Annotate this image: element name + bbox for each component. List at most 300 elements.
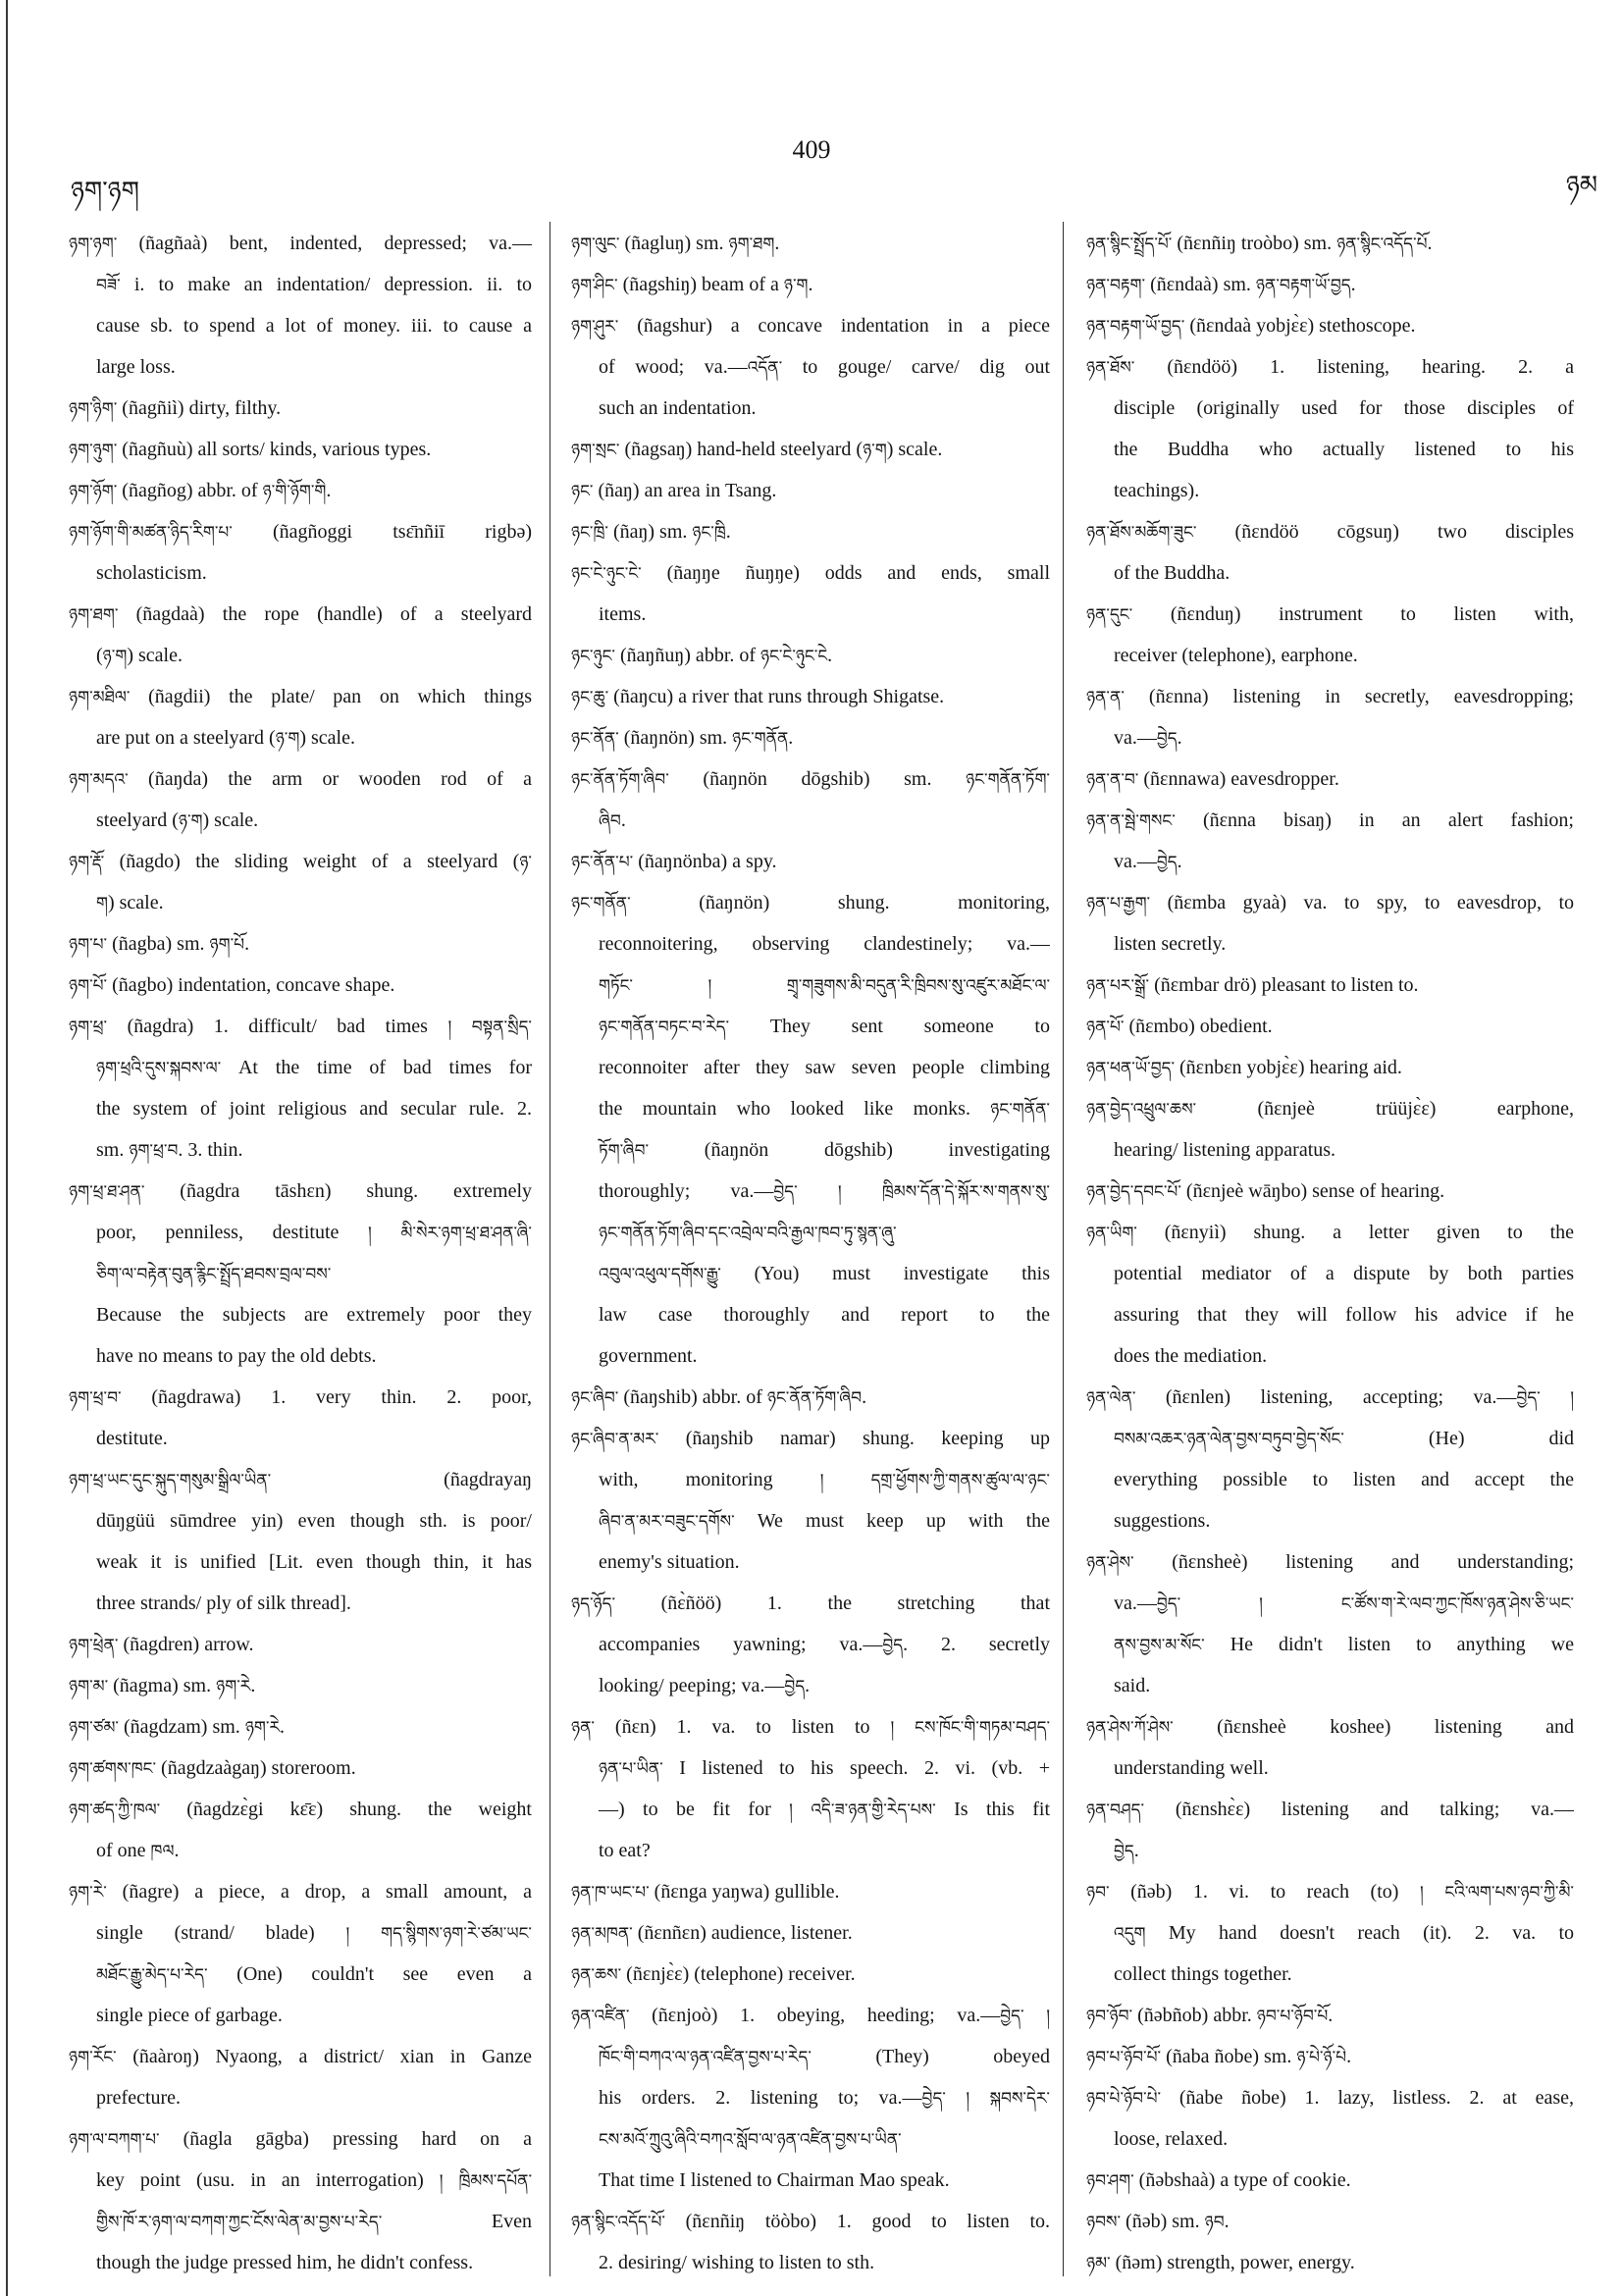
tibetan-text: ཉག་མཐིལ་ bbox=[69, 688, 131, 707]
entry-headword-line: ཉག་མཐིལ་ (ñagdii) the plate/ pan on which things bbox=[69, 686, 532, 707]
tibetan-text: ཉན་མཁན་ bbox=[571, 1924, 633, 1944]
tibetan-text: ངས་མའོ་ཀྲུའུ་ཞིའི་བཀའ་སློབ་ལ་ཉན་འཛིན་བྱས་པ་ཡིན་ bbox=[599, 2130, 902, 2150]
dictionary-entry bbox=[571, 676, 1050, 717]
entry-continuation-line: ནས་བྱས་མ་སོང་ He didn't listen to anything we bbox=[1114, 1634, 1574, 1655]
entry-headword-line: ཉག་ཕྲ་ཡང་དུང་སྐུད་གསུམ་སྒྲིལ་ཡིན་ (ñagdrayaŋ bbox=[69, 1469, 532, 1490]
tibetan-text: ཉབ་ཉོབ་ bbox=[1086, 2007, 1133, 2026]
entry-headword-line: ཉག་ཚགས་ཁང་ (ñagdzaàgaŋ) storeroom. bbox=[69, 1757, 356, 1779]
entry-headword-line: ཉན་ཕན་ཡོ་བྱད་ (ñɛnbɛn yobjɛ̀ɛ) hearing aid. bbox=[1086, 1057, 1402, 1078]
dictionary-entry bbox=[1086, 511, 1574, 594]
entry-continuation-line: government. bbox=[599, 1345, 698, 1367]
tibetan-text: ཉང་གནོན bbox=[732, 729, 789, 749]
entry-continuation-line: items. bbox=[599, 603, 647, 625]
tibetan-text: ཉན་ཕན་ཡོ་བྱད་ bbox=[1086, 1059, 1176, 1078]
tibetan-text: ཉན་ན་སྦེ་གསང་ bbox=[1086, 811, 1176, 831]
entry-continuation-line: ཞིབ་ན་མར་བཟུང་དགོས་ We must keep up with the bbox=[599, 1510, 1050, 1532]
dictionary-entry bbox=[69, 429, 532, 470]
tibetan-text: ཉན་ན་བ་ bbox=[1086, 770, 1139, 790]
tibetan-text: ཉག་ཐག་ bbox=[69, 605, 119, 625]
column-right bbox=[1086, 223, 1574, 2283]
entry-headword-line: ཉག་ཕྲ་བ་ (ñagdrawa) 1. very thin. 2. poor, bbox=[69, 1386, 532, 1408]
entry-continuation-line: va.—བྱེད་ ། ང་ཚོས་ག་རེ་ལབ་ཀྱང་ཁོས་ཉན་ཤེས་ཅི་ཡང་ bbox=[1114, 1592, 1574, 1614]
entry-continuation-line: sm. ཉག་ཕྲ་བ. 3. thin. bbox=[96, 1139, 243, 1161]
tibetan-text: ཉང་ཁྲི bbox=[692, 523, 726, 543]
entry-headword-line: ཉག་ལུང་ (ñagluŋ) sm. ཉག་ཐག. bbox=[571, 233, 780, 254]
tibetan-text: ། bbox=[1046, 2007, 1050, 2026]
dictionary-entry bbox=[1086, 1047, 1574, 1088]
entry-headword-line: ཉག་ཉུག་ (ñagñuù) all sorts/ kinds, various types. bbox=[69, 439, 432, 460]
tibetan-text: ཉག་པོ་ bbox=[69, 976, 108, 996]
dictionary-entry bbox=[69, 965, 532, 1006]
entry-continuation-line: of the Buddha. bbox=[1114, 562, 1230, 584]
dictionary-entry bbox=[1086, 2242, 1574, 2283]
tibetan-text: ཉན་བྱེད་དབང་པོ་ bbox=[1086, 1182, 1181, 1202]
tibetan-text: ཉག་ཚགས་ཁང་ bbox=[69, 1759, 157, 1779]
entry-headword-line: ཉང་ཁྲི་ (ñaŋ) sm. ཉང་ཁྲི. bbox=[571, 521, 731, 543]
entry-continuation-line: weak it is unified [Lit. even though thin, it has bbox=[96, 1551, 532, 1573]
tibetan-text: ཉང་ངེ་ཉུང་ངེ་ bbox=[571, 564, 642, 584]
entry-continuation-line: ཉག་ཕྲའི་དུས་སྐབས་ལ་ At the time of bad times for bbox=[96, 1057, 532, 1078]
entry-headword-line: ཉན་ན་ (ñɛnna) listening in secretly, eavesdropping; bbox=[1086, 686, 1574, 707]
tibetan-text: ཉང་ནོན་ bbox=[571, 729, 619, 749]
entry-continuation-line: large loss. bbox=[96, 356, 176, 378]
entry-continuation-line: reconnoiter after they saw seven people climbing bbox=[599, 1057, 1050, 1078]
dictionary-entry bbox=[571, 717, 1050, 758]
entry-continuation-line: suggestions. bbox=[1114, 1510, 1211, 1532]
entry-continuation-line: understanding well. bbox=[1114, 1757, 1269, 1779]
tibetan-text: ཉབ་པ་ཉོབ་པོ bbox=[1256, 2007, 1329, 2026]
tibetan-text: ཉབ་ bbox=[1086, 1883, 1110, 1903]
dictionary-entry bbox=[69, 1624, 532, 1665]
entry-headword-line: ཉག་ལ་བཀག་པ་ (ñagla gāgba) pressing hard on a bbox=[69, 2128, 532, 2150]
dictionary-entry bbox=[1086, 965, 1574, 1006]
entry-continuation-line bbox=[571, 2118, 1050, 2160]
tibetan-text: འབུལ་འཕུལ་དགོས་རྒྱུ་ bbox=[599, 1265, 721, 1284]
dictionary-entry bbox=[1086, 305, 1574, 346]
tibetan-text: གྲྭ་གཟུགས་མི་བདུན་རི་ཁྲིབས་སུ་འཛུར་མཐོང་ལ་ bbox=[786, 976, 1050, 996]
tibetan-text: ཉག་ཤིང་ bbox=[571, 276, 618, 295]
dictionary-entry bbox=[69, 923, 532, 965]
entry-continuation-line: That time I listened to Chairman Mao speak. bbox=[599, 2169, 950, 2191]
tibetan-text: ཉ་ག bbox=[178, 811, 203, 831]
dictionary-entry bbox=[1086, 1088, 1574, 1171]
entry-headword-line: ཉན་ཆས་ (ñɛnjɛ̀ɛ) (telephone) receiver. bbox=[571, 1963, 856, 1985]
dictionary-entry bbox=[571, 223, 1050, 264]
tibetan-text: ཉག་རེ bbox=[216, 1677, 251, 1696]
tibetan-text: ཉག་རེ་ bbox=[69, 1883, 107, 1903]
entry-continuation-line: to eat? bbox=[599, 1840, 651, 1861]
dictionary-entry bbox=[1086, 1171, 1574, 1212]
dictionary-entry bbox=[571, 305, 1050, 429]
entry-headword-line: ཉང་གནོན་ (ñaŋnön) shung. monitoring, bbox=[571, 892, 1050, 913]
entry-continuation-line: such an indentation. bbox=[599, 397, 757, 419]
tibetan-text: ཉག་རྡོ་ bbox=[69, 853, 105, 872]
entry-continuation-line: dūŋgüü sūmdree yin) even though sth. is poor/ bbox=[96, 1510, 532, 1532]
entry-continuation-line: reconnoitering, observing clandestinely; va.— bbox=[599, 933, 1050, 955]
tibetan-text: ཉང་ཁྲི་ bbox=[571, 523, 608, 543]
tibetan-text: ཉན་ཐོས་མཆོག་ཟུང་ bbox=[1086, 523, 1197, 543]
dictionary-entry bbox=[571, 1583, 1050, 1706]
tibetan-text: ། bbox=[345, 1924, 350, 1944]
tibetan-text: ཞིབ bbox=[599, 811, 621, 831]
entry-headword-line: ཉན་ཤེས་ཀོ་ཤེས་ (ñɛnsheè koshee) listening and bbox=[1086, 1716, 1574, 1738]
tibetan-text: ཉག་རེ bbox=[244, 1718, 281, 1738]
tibetan-text: བྱེད་ bbox=[1156, 1594, 1181, 1614]
dictionary-entry bbox=[571, 1954, 1050, 1995]
entry-continuation-line: འབུལ་འཕུལ་དགོས་རྒྱུ་ (You) must investigate this bbox=[599, 1263, 1050, 1284]
dictionary-entry bbox=[571, 758, 1050, 841]
entry-continuation-line: single piece of garbage. bbox=[96, 2005, 283, 2026]
entry-headword-line: ཉད་ཉོད་ (ñɛ̀ñöö) 1. the stretching that bbox=[571, 1592, 1050, 1614]
entry-headword-line: ཉན་པར་སྒྲོ་ (ñɛmbar drö) pleasant to listen to. bbox=[1086, 974, 1419, 996]
tibetan-text: ང་ཚོས་ག་རེ་ལབ་ཀྱང་ཁོས་ཉན་ཤེས་ཅི་ཡང་ bbox=[1340, 1594, 1574, 1614]
tibetan-text: ཁོང་གི་བཀའ་ལ་ཉན་འཛིན་བྱས་པ་རེད་ bbox=[599, 2048, 812, 2067]
dictionary-entry bbox=[69, 758, 532, 841]
entry-headword-line: ཉམ་ (ñəm) strength, power, energy. bbox=[1086, 2252, 1355, 2273]
entry-headword-line: ཉག་མདའ་ (ñaŋda) the arm or wooden rod of a bbox=[69, 768, 532, 790]
dictionary-entry bbox=[69, 2036, 532, 2118]
tibetan-text: ཉན་ཆས་ bbox=[571, 1965, 622, 1985]
dictionary-entry bbox=[571, 429, 1050, 470]
dictionary-entry bbox=[571, 511, 1050, 552]
tibetan-text: ཉག་ཕྲ་ཡང་དུང་སྐུད་གསུམ་སྒྲིལ་ཡིན་ bbox=[69, 1471, 272, 1490]
dictionary-entry bbox=[69, 1789, 532, 1871]
entry-continuation-line: destitute. bbox=[96, 1428, 168, 1449]
tibetan-text: བྱེད bbox=[882, 1636, 904, 1655]
tibetan-text: ཉབ་ཤག་ bbox=[1086, 2171, 1134, 2191]
dictionary-entry bbox=[571, 264, 1050, 305]
tibetan-text: ཉག་ཕྲ་བ་ bbox=[69, 1388, 122, 1408]
tibetan-text: ། bbox=[368, 1224, 372, 1243]
tibetan-text: ཉག་ལ་བཀག་པ་ bbox=[69, 2130, 160, 2150]
dictionary-entry bbox=[1086, 1212, 1574, 1377]
entry-continuation-line: though the judge pressed him, he didn't confess. bbox=[96, 2252, 474, 2273]
entry-headword-line: ཉག་རེ་ (ñagre) a piece, a drop, a small amount, a bbox=[69, 1881, 532, 1903]
entry-continuation-line: enemy's situation. bbox=[599, 1551, 740, 1573]
column-divider-right bbox=[1063, 222, 1064, 2276]
tibetan-text: ཉང་གནོན་བཏང་བ་རེད་ bbox=[599, 1018, 730, 1037]
dictionary-entry bbox=[1086, 2160, 1574, 2201]
entry-headword-line: ཉག་ཤུར་ (ñagshur) a concave indentation in a piece bbox=[571, 315, 1050, 337]
entry-continuation-line: assuring that they will follow his advice if he bbox=[1114, 1304, 1574, 1326]
tibetan-text: ཉག་ཕྲ་བ bbox=[129, 1141, 179, 1161]
tibetan-text: ཉན་བརྟག་ཡོ་བྱད་ bbox=[1086, 317, 1185, 337]
tibetan-text: བྱེད bbox=[1156, 853, 1178, 872]
tibetan-text: བྱེད bbox=[1156, 729, 1178, 749]
dictionary-entry bbox=[1086, 264, 1574, 305]
tibetan-text: ཉང་ཉུང་ bbox=[571, 647, 615, 666]
tibetan-text: ཉན་ཁ་ཡང་པ་ bbox=[571, 1883, 650, 1903]
tibetan-text: ། bbox=[966, 2089, 970, 2109]
tibetan-text: ཉན་པོ་ bbox=[1086, 1018, 1125, 1037]
entry-headword-line: ཉང་ཆུ་ (ñaŋcu) a river that runs through Shigatse. bbox=[571, 686, 945, 707]
tibetan-text: བྱེད་ bbox=[773, 1182, 798, 1202]
tibetan-text: ཉང་ཞིབ་ན་མར་ bbox=[571, 1430, 659, 1449]
entry-headword-line: ཉན་བརྟག་ (ñɛndaà) sm. ཉན་བརྟག་ཡོ་བྱད. bbox=[1086, 274, 1356, 295]
tibetan-text: ། bbox=[837, 1182, 842, 1202]
tibetan-text: དགྲ་ཕྱོགས་ཀྱི་གནས་ཚུལ་ལ་ཉང་ bbox=[870, 1471, 1050, 1490]
entry-continuation-line: cause sb. to spend a lot of money. iii. to cause a bbox=[96, 315, 532, 337]
entry-headword-line: ཉང་ངེ་ཉུང་ངེ་ (ñaŋŋe ñuŋŋe) odds and ends, small bbox=[571, 562, 1050, 584]
tibetan-text: ཉན་བརྟག་ bbox=[1086, 276, 1146, 295]
entry-headword-line: ཉག་ཉག་ (ñagñaà) bent, indented, depressed; va.— bbox=[69, 233, 532, 254]
dictionary-entry bbox=[1086, 2077, 1574, 2160]
tibetan-text: འདུག bbox=[1114, 1924, 1146, 1944]
entry-continuation-line: (ཉ་ག) scale. bbox=[96, 645, 183, 666]
entry-headword-line: ཉན་པོ་ (ñɛmbo) obedient. bbox=[1086, 1016, 1273, 1037]
entry-continuation-line: བཟོ་ i. to make an indentation/ depression. ii. to bbox=[96, 274, 532, 295]
dictionary-entry bbox=[1086, 1706, 1574, 1789]
entry-headword-line: ཉང་ཞིབ་ (ñaŋshib) abbr. of ཉང་ནོན་ཏོག་ཞིབ. bbox=[571, 1386, 867, 1408]
entry-headword-line: ཉན་པ་རྒྱག་ (ñɛmba gyaà) va. to spy, to eavesdrop, to bbox=[1086, 892, 1574, 913]
entry-continuation-line: འདུག My hand doesn't reach (it). 2. va. to bbox=[1114, 1922, 1574, 1944]
tibetan-text: ། bbox=[1259, 1594, 1263, 1614]
dictionary-entry bbox=[571, 882, 1050, 1377]
entry-headword-line: ཉན་ཁ་ཡང་པ་ (ñɛnga yaŋwa) gullible. bbox=[571, 1881, 840, 1903]
tibetan-text: ཉན་ན་ bbox=[1086, 688, 1125, 707]
entry-continuation-line: ཉན་པ་ཡིན་ I listened to his speech. 2. vi. (vb. + bbox=[599, 1757, 1050, 1779]
tibetan-text: ཞིབ་ན་མར་བཟུང་དགོས་ bbox=[599, 1512, 735, 1532]
entry-headword-line: ཉབས་ (ñəb) sm. ཉབ. bbox=[1086, 2211, 1230, 2232]
entry-continuation-line: key point (usu. in an interrogation) ། ཁྲིམས་དཔོན་ bbox=[96, 2169, 532, 2191]
tibetan-text: འདི་ཟ་ཉན་གྱི་རེད་པས་ bbox=[811, 1800, 936, 1820]
tibetan-text: ཉན་ཐོས་ bbox=[1086, 358, 1135, 378]
tibetan-text: ཉག་ཉིག་ bbox=[69, 399, 118, 419]
entry-headword-line: ཉན་ (ñɛn) 1. va. to listen to ། ངས་ཁོང་གི་གཏམ་བཤད་ bbox=[571, 1716, 1050, 1738]
tibetan-text: བྱེད་ bbox=[1000, 2007, 1024, 2026]
entry-continuation-line: teachings). bbox=[1114, 480, 1200, 501]
entry-continuation-line: གྱིས་ཁོ་ར་ཉག་ལ་བཀག་ཀྱང་ངོས་ལེན་མ་བྱས་པ་རེད་ Even bbox=[96, 2211, 532, 2232]
entry-continuation-line: hearing/ listening apparatus. bbox=[1114, 1139, 1336, 1161]
dictionary-entry bbox=[1086, 1871, 1574, 1995]
tibetan-text: ཉག་པ་ bbox=[69, 935, 108, 955]
tibetan-text: ཉག་ཉོག་ bbox=[69, 482, 118, 501]
tibetan-text: བྱེད་ bbox=[921, 2089, 946, 2109]
tibetan-text: ཉག་ཕྲ་ཐ་ཤན་ bbox=[69, 1182, 145, 1202]
dictionary-entry bbox=[69, 511, 532, 594]
tibetan-text: ཉག་ཐག bbox=[728, 235, 775, 254]
tibetan-text: ཉང་གནོན་ bbox=[990, 1100, 1050, 1120]
tibetan-text: ཉ་གི་ཉོག་གི bbox=[262, 482, 327, 501]
dictionary-entry bbox=[1086, 758, 1574, 800]
tibetan-text: ཉན་ bbox=[571, 1718, 596, 1738]
entry-headword-line: ཉག་ཉོག་ (ñagñog) abbr. of ཉ་གི་ཉོག་གི. bbox=[69, 480, 332, 501]
running-head-right: ཉམ bbox=[1565, 171, 1597, 199]
dictionary-entry bbox=[571, 470, 1050, 511]
entry-continuation-line: single (strand/ blade) ། གད་སྙིགས་ཉག་རེ་ཙམ་ཡང་ bbox=[96, 1922, 532, 1944]
tibetan-text: ཉང་ཆུ་ bbox=[571, 688, 609, 707]
tibetan-text: གད་སྙིགས་ཉག་རེ་ཙམ་ཡང་ bbox=[381, 1924, 532, 1944]
entry-headword-line: ཉན་ཐོས་མཆོག་ཟུང་ (ñɛndöö cōgsuŋ) two disciples bbox=[1086, 521, 1574, 543]
tibetan-text: ཉག་པོ bbox=[209, 935, 245, 955]
tibetan-text: ཉ་པེ་ཉོ་པེ bbox=[1296, 2048, 1347, 2067]
entry-continuation-line: ཁོང་གི་བཀའ་ལ་ཉན་འཛིན་བྱས་པ་རེད་ (They) obeyed bbox=[599, 2046, 1050, 2067]
entry-headword-line: ཉན་འཛིན་ (ñɛnjoò) 1. obeying, heeding; va.—བྱེད་ ། bbox=[571, 2005, 1050, 2026]
tibetan-text: གྱིས་ཁོ་ར་ཉག་ལ་བཀག་ཀྱང་ངོས་ལེན་མ་བྱས་པ་རེད་ bbox=[96, 2213, 383, 2232]
entry-headword-line: ཉན་བཤད་ (ñɛnshɛ̀ɛ) listening and talking; va.— bbox=[1086, 1799, 1574, 1820]
tibetan-text: མི་སེར་ཉག་ཕྲ་ཐ་ཤན་ཞི་ bbox=[400, 1224, 532, 1243]
entry-continuation-line: listen secretly. bbox=[1114, 933, 1227, 955]
entry-headword-line: ཉག་ཙམ་ (ñagdzam) sm. ཉག་རེ. bbox=[69, 1716, 286, 1738]
tibetan-text: ཁྲིམས་དོན་དེ་སྐོར་ས་གནས་སུ་ bbox=[881, 1182, 1050, 1202]
entry-continuation-line: disciple (originally used for those disciples of bbox=[1114, 397, 1574, 419]
dictionary-entry bbox=[1086, 346, 1574, 511]
entry-headword-line: ཉག་རྡོ་ (ñagdo) the sliding weight of a steelyard (ཉ་ bbox=[69, 851, 532, 872]
tibetan-text: ཉག་ལུང་ bbox=[571, 235, 620, 254]
tibetan-text: ། bbox=[707, 976, 712, 996]
column-middle bbox=[571, 223, 1050, 2283]
tibetan-text: ཉག་རོང་ bbox=[69, 2048, 117, 2067]
tibetan-text: ཉན་སྙིང་འདོད་པོ bbox=[1336, 235, 1428, 254]
entry-headword-line: ཉག་ཉིག་ (ñagñiì) dirty, filthy. bbox=[69, 397, 282, 419]
entry-headword-line: ཉན་སྙིང་སྤྲོད་པོ་ (ñɛnñiŋ troòbo) sm. ཉན་སྙིང་འདོད་པོ. bbox=[1086, 233, 1433, 254]
tibetan-text: ངའི་ལག་པས་ཉབ་ཀྱི་མི་ bbox=[1444, 1883, 1574, 1903]
entry-headword-line: ཉབ་ཉོབ་ (ñəbñob) abbr. ཉབ་པ་ཉོབ་པོ. bbox=[1086, 2005, 1334, 2026]
tibetan-text: ཉད་ཉོད་ bbox=[571, 1594, 616, 1614]
entry-continuation-line: ཞིབ. bbox=[599, 809, 626, 831]
dictionary-entry bbox=[69, 223, 532, 388]
entry-headword-line: ཉག་སྲང་ (ñagsaŋ) hand-held steelyard (ཉ་ག) scale. bbox=[571, 439, 943, 460]
entry-headword-line: ཉན་བྱེད་འཕྲུལ་ཆས་ (ñɛnjeè trüüjɛ̀ɛ) earphone, bbox=[1086, 1098, 1574, 1120]
dictionary-entry bbox=[571, 2201, 1050, 2283]
tibetan-text: ཉག་མདའ་ bbox=[69, 770, 129, 790]
entry-continuation-line: looking/ peeping; va.—བྱེད. bbox=[599, 1675, 811, 1696]
entry-headword-line: ཉན་ལེན་ (ñɛnlen) listening, accepting; va.—བྱེད་ ། bbox=[1086, 1386, 1574, 1408]
tibetan-text: སྐབས་དེར་ bbox=[989, 2089, 1050, 2109]
entry-continuation-line: —) to be fit for ། འདི་ཟ་ཉན་གྱི་རེད་པས་ Is this fit bbox=[599, 1799, 1050, 1820]
entry-continuation-line: his orders. 2. listening to; va.—བྱེད་ ། སྐབས་དེར་ bbox=[599, 2087, 1050, 2109]
tibetan-text: ། bbox=[789, 1800, 793, 1820]
dictionary-entry bbox=[1086, 1541, 1574, 1706]
entry-continuation-line: of one ཁལ. bbox=[96, 1840, 180, 1861]
tibetan-text: ནས་བྱས་མ་སོང་ bbox=[1114, 1636, 1205, 1655]
tibetan-text: ཉག་ཕྲའི་དུས་སྐབས་ལ་ bbox=[96, 1059, 222, 1078]
tibetan-text: ཉམ་ bbox=[1086, 2254, 1111, 2273]
tibetan-text: ཉ་ག bbox=[275, 729, 300, 749]
entry-continuation-line: Because the subjects are extremely poor they bbox=[96, 1304, 532, 1326]
tibetan-text: ། bbox=[1419, 1883, 1424, 1903]
tibetan-text: ཉ་ག bbox=[783, 276, 809, 295]
entry-continuation-line: poor, penniless, destitute ། མི་སེར་ཉག་ཕྲ་ཐ་ཤན་ཞི་ bbox=[96, 1222, 532, 1243]
entry-headword-line: ཉང་ (ñaŋ) an area in Tsang. bbox=[571, 480, 777, 501]
entry-continuation-line: the system of joint religious and secular rule. 2. bbox=[96, 1098, 532, 1120]
page-number: 409 bbox=[792, 135, 831, 164]
dictionary-entry bbox=[1086, 800, 1574, 882]
tibetan-text: ཉན་བྱེད་འཕྲུལ་ཆས་ bbox=[1086, 1100, 1197, 1120]
dictionary-entry bbox=[1086, 594, 1574, 676]
tibetan-text: ཉང་ནོན་ཏོག་ཞིབ་ bbox=[571, 770, 669, 790]
tibetan-text: ཉང་གནོན་ bbox=[571, 894, 631, 913]
entry-headword-line: ཉག་ཚད་ཀྱི་ཁལ་ (ñagdzɛ̀gi kɛ̄ɛ) shung. the weight bbox=[69, 1799, 532, 1820]
entry-continuation-line: va.—བྱེད. bbox=[1114, 727, 1182, 749]
entry-headword-line: ཉང་ནོན་ (ñaŋnön) sm. ཉང་གནོན. bbox=[571, 727, 794, 749]
entry-headword-line: ཉན་བྱེད་དབང་པོ་ (ñɛnjeè wāŋbo) sense of hearing. bbox=[1086, 1180, 1445, 1202]
dictionary-entry bbox=[69, 676, 532, 758]
entry-headword-line: ཉབ་ (ñəb) 1. vi. to reach (to) ། ངའི་ལག་པས་ཉབ་ཀྱི་མི་ bbox=[1086, 1881, 1574, 1903]
entry-continuation-line: are put on a steelyard (ཉ་ག) scale. bbox=[96, 727, 355, 749]
entry-continuation-line: va.—བྱེད. bbox=[1114, 851, 1182, 872]
entry-headword-line: ཉན་ཤེས་ (ñɛnsheè) listening and understanding; bbox=[1086, 1551, 1574, 1573]
tibetan-text: འདོན་ bbox=[747, 358, 783, 378]
tibetan-text: ཉག་ཕྲེན་ bbox=[69, 1636, 119, 1655]
tibetan-text: ཉབས་ bbox=[1086, 2213, 1122, 2232]
tibetan-text: ཏོག་ཞིབ་ bbox=[599, 1141, 650, 1161]
entry-continuation-line: the mountain who looked like monks. ཉང་གནོན་ bbox=[599, 1098, 1050, 1120]
dictionary-entry bbox=[571, 635, 1050, 676]
dictionary-entry bbox=[1086, 1995, 1574, 2036]
tibetan-text: ཉང་ཞིབ་ bbox=[571, 1388, 619, 1408]
entry-headword-line: ཉག་པ་ (ñagba) sm. ཉག་པོ. bbox=[69, 933, 250, 955]
dictionary-entry bbox=[571, 841, 1050, 882]
dictionary-entry bbox=[1086, 676, 1574, 758]
entry-headword-line: ཉག་ཉོག་གི་མཚན་ཉིད་རིག་པ་ (ñagñoggi tsɛ̄nñiī rigbə) bbox=[69, 521, 532, 543]
tibetan-text: ཅིག་ལ་བརྟེན་བུན་རྙིང་སྤྲོད་ཐབས་བྲལ་བས་ bbox=[96, 1265, 332, 1284]
tibetan-text: ཉང་ bbox=[571, 482, 594, 501]
tibetan-text: ཉན་པ་ཡིན་ bbox=[599, 1759, 663, 1779]
tibetan-text: བྱེད bbox=[784, 1677, 806, 1696]
entry-headword-line: ཉན་བརྟག་ཡོ་བྱད་ (ñɛndaà yobjɛ̀ɛ) stethoscope. bbox=[1086, 315, 1416, 337]
entry-continuation-line: accompanies yawning; va.—བྱེད. 2. secretly bbox=[599, 1634, 1050, 1655]
entry-headword-line: ཉག་པོ་ (ñagbo) indentation, concave shape. bbox=[69, 974, 395, 996]
entry-headword-line: ཉག་ཕྲ་ཐ་ཤན་ (ñagdra tāshɛn) shung. extremely bbox=[69, 1180, 532, 1202]
entry-continuation-line: potential mediator of a dispute by both parties bbox=[1114, 1263, 1574, 1284]
tibetan-text: ། bbox=[439, 2171, 444, 2191]
entry-headword-line: ཉན་སྙིང་འདོད་པོ་ (ñɛnñiŋ töòbo) 1. good to listen to. bbox=[571, 2211, 1050, 2232]
dictionary-entry bbox=[69, 1171, 532, 1377]
tibetan-text: ཉན་སྙིང་སྤྲོད་པོ་ bbox=[1086, 235, 1173, 254]
tibetan-text: ། bbox=[890, 1718, 895, 1738]
entry-headword-line: ཉག་ཕྲེན་ (ñagdren) arrow. bbox=[69, 1634, 254, 1655]
entry-headword-line: ཉང་ཞིབ་ན་མར་ (ñaŋshib namar) shung. keeping up bbox=[571, 1428, 1050, 1449]
tibetan-text: བསམ་འཆར་ཉན་ལེན་བྱས་བཏུབ་བྱེད་སོང་ bbox=[1114, 1430, 1344, 1449]
tibetan-text: ཉན་པར་སྒྲོ་ bbox=[1086, 976, 1150, 996]
entry-continuation-line: loose, relaxed. bbox=[1114, 2128, 1229, 2150]
tibetan-text: ཉན་ལེན་ bbox=[1086, 1388, 1136, 1408]
entry-continuation-line: ཏོག་ཞིབ་ (ñaŋnön dōgshib) investigating bbox=[599, 1139, 1050, 1161]
tibetan-text: ཉག་ཤུར་ bbox=[571, 317, 619, 337]
entry-continuation-line: 2. desiring/ wishing to listen to sth. bbox=[599, 2252, 875, 2273]
dictionary-entry bbox=[1086, 2036, 1574, 2077]
dictionary-entry bbox=[1086, 1006, 1574, 1047]
tibetan-text: ཉང་གནོན་ཏོག་ཞིབ་དང་འབྲེལ་བའི་རྒྱལ་ཁབ་ཏུ་སྙན་ཞུ་ bbox=[599, 1224, 897, 1243]
dictionary-entry bbox=[571, 552, 1050, 635]
entry-headword-line: ཉབ་པེ་ཉོབ་པེ་ (ñabe ñobe) 1. lazy, listless. 2. at ease, bbox=[1086, 2087, 1574, 2109]
dictionary-entry bbox=[69, 470, 532, 511]
tibetan-text: ཉང་ནོན་པ་ bbox=[571, 853, 634, 872]
tibetan-text: ཉག་ཙམ་ bbox=[69, 1718, 119, 1738]
entry-continuation-line: of wood; va.—འདོན་ to gouge/ carve/ dig out bbox=[599, 356, 1050, 378]
dictionary-entry bbox=[1086, 1377, 1574, 1541]
entry-headword-line: ཉང་ཉུང་ (ñaŋñuŋ) abbr. of ཉང་ངེ་ཉུང་ངེ. bbox=[571, 645, 833, 666]
dictionary-entry bbox=[1086, 1789, 1574, 1871]
entry-continuation-line: scholasticism. bbox=[96, 562, 207, 584]
tibetan-text: ཉ་ག bbox=[863, 441, 887, 460]
dictionary-entry bbox=[1086, 882, 1574, 965]
entry-headword-line: ཉན་ཐོས་ (ñɛndöö) 1. listening, hearing. 2. a bbox=[1086, 356, 1574, 378]
entry-continuation-line: receiver (telephone), earphone. bbox=[1114, 645, 1358, 666]
tibetan-text: མཐོང་རྒྱུ་མེད་པ་རེད་ bbox=[96, 1965, 208, 1985]
entry-headword-line: ཉབ་ཤག་ (ñəbshaà) a type of cookie. bbox=[1086, 2169, 1351, 2191]
entry-headword-line: ཉང་ནོན་ཏོག་ཞིབ་ (ñaŋnön dōgshib) sm. ཉང་གནོན་ཏོག་ bbox=[571, 768, 1050, 790]
tibetan-text: ཉན་དུང་ bbox=[1086, 605, 1133, 625]
entry-headword-line: ཉག་ཐག་ (ñagdaà) the rope (handle) of a steelyard bbox=[69, 603, 532, 625]
entry-continuation-line: law case thoroughly and report to the bbox=[599, 1304, 1050, 1326]
entry-headword-line: ཉག་རོང་ (ñaàroŋ) Nyaong, a district/ xian in Ganze bbox=[69, 2046, 532, 2067]
tibetan-text: ཉག་མ་ bbox=[69, 1677, 109, 1696]
entry-continuation-line: three strands/ ply of silk thread]. bbox=[96, 1592, 351, 1614]
tibetan-text: ཉན་སྙིང་འདོད་པོ་ bbox=[571, 2213, 665, 2232]
tibetan-text: ཉག་ཉག་ bbox=[69, 235, 118, 254]
